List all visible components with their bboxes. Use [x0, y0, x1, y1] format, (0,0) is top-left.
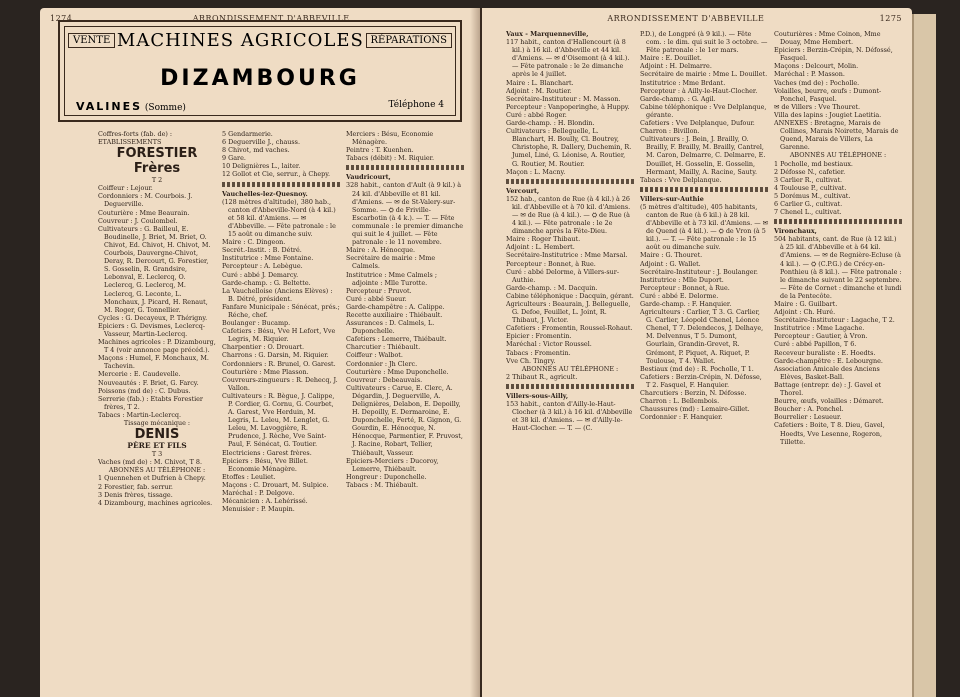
entry-line: Curé : abbé Sueur. [346, 294, 407, 303]
entry-line: Couturière : Mme Beaurain. [98, 208, 190, 217]
entry-line: Garde-champ. : M. Dacquin. [506, 283, 598, 292]
left-column-3 [346, 130, 464, 690]
entry-line: 328 habit., canton d'Ault (à 9 kil.) à 24 kil. d'Abbeville et 81 kil. d'Amiens. — ✉ de St-Valery-sur-Somme. — ⛭ de Friville-Escarbotin (à 4 k.). — T. — Fête communale : le premier dimanche qui suit le 4 juillet. — Fête patronale : le 11 novembre. [346, 181, 463, 247]
right-column-3 [774, 30, 902, 690]
entry-line: Tabacs : Vve Delplanque. [640, 175, 722, 184]
entry-line: 8 Chivot, md vaches. [222, 146, 290, 155]
town-title: Vironchaux, [774, 227, 817, 236]
entry-line: Adjoint : Ch. Huré. [774, 308, 836, 317]
entry-line: Percepteur : Vanpoperinghe, à Huppy. [506, 102, 630, 111]
entry-line: Cafetiers : Bésu, Vve H Lefort, Vve Legris, M. Riquier. [222, 327, 336, 344]
entry-line: Cordonnier : F. Hanquier. [640, 413, 723, 422]
entry-line: 1 Pocholle, md bestiaux. [774, 159, 853, 168]
left-column-1 [98, 130, 216, 690]
entry-line: 2 Forestier, fab. serrur. [98, 482, 173, 491]
entry-line: Mécanicien : A. Lehérissé. [222, 497, 308, 506]
entry-line: Agriculteurs : Beaurain, J. Belleguelle, G. Defoe, Feuillet, L. Joint, R. Thibaut, J. Victor. [506, 300, 631, 325]
denis-name: DENIS [134, 427, 180, 443]
entry-line: Charpentier : O. Drouart. [222, 343, 305, 352]
entry-line: Volailles, beurre, œufs : Dumont-Ponchel, Fasquel. [774, 86, 882, 103]
town-title: Villers-sur-Authie [640, 194, 704, 203]
entry-line: Couturières : Mme Coinon, Mme Douay, Mme Hembert. [774, 30, 881, 47]
entry-line: Couvreurs-zingueurs : R. Dehecq, J. Vallon. [222, 375, 338, 392]
entry-line: Curé : abbé J. Demarcy. [222, 270, 299, 279]
entry-line: Coiffeur : Walbot. [346, 351, 403, 360]
town-title: Vaudricourt, [346, 173, 391, 182]
entry-line: Vaches (md de) : M. Chivot, T 8. [98, 458, 203, 467]
entry-line: 5 Gendarmerie. [222, 130, 273, 138]
entry-line: Nouveautés : F. Briet, G. Farcy. [98, 378, 199, 387]
entry-line: Percepteur : Pruvot. [346, 286, 412, 295]
entry-line: Garde-champêtre : E. Lebourgne. [774, 356, 883, 365]
entry-line: Maréchal : P. Delgove. [222, 489, 295, 498]
entry-line: Cafetiers : Vve Delplanque, Dufour. [640, 119, 755, 128]
entry-line: Boulanger : Bucamp. [222, 319, 291, 328]
entry-line: Cabine téléphonique : Vve Delplanque, gérante. [640, 102, 767, 119]
ad-headline: MACHINES AGRICOLES [116, 30, 364, 51]
entry-line: La Vauchelloise (Anciens Elèves) : B. Détré, président. [222, 286, 333, 303]
entry-line: Poissons (md de) : C. Dubus. [98, 386, 191, 395]
subscribers-title: ABONNÉS AU TÉLÉPHONE : [789, 151, 887, 160]
entry-line: Maire : A. Hénocque. [346, 246, 416, 255]
entry-line: Institutrice : Mme Brdant. [640, 78, 726, 87]
entry-line: Cultivateurs : G. Bailleul, E. Boudinelle, J. Briet, M. Briet, O. Chivot, Ed. Chivot, H. Chivot, M. Courbois, Dauvergne-Chivot, Deray, R. Dercourt, G. Forestier, S. Gosselin, R. Grandsire, Lebonval, E. Leclercq, O. Leclercq, G. Leclercq, M. Leclercq, G. Leconte, L. Monchaux, J. Picard, H. Renaut, M. Roger, G. Tonnellier. [98, 224, 211, 314]
entry-line: Cultivateurs : Belleguelle, L. Blanchart, H. Boully, Cl. Boutrey, Christophe, R. Dallery, Duchemin, R. Jumel, Liné, G. Léonise, A. Routier, G. Routier, M. Routier. [506, 127, 632, 168]
entry-line: 2 Défosse N., cafetier. [774, 167, 846, 176]
entry-line: 6 Carlier G., cultivat. [774, 199, 843, 208]
entry-line: Serrerie (fab.) : Etabts Forestier frères, T 2. [98, 394, 203, 411]
entry-line: Epicier : Fromentin. [506, 332, 572, 341]
entry-line: Hongreur : Duponchelle. [346, 472, 427, 481]
forestier-name: FORESTIER Frères [116, 146, 198, 177]
entry-line: 117 habit., canton d'Hallencourt (à 8 kil.) à 16 kil. d'Abbeville et 44 kil. d'Amiens. — ✉ d'Oisemont (à 4 kil.). — Fête patronale : le 2e dimanche après le 4 juillet. [506, 38, 630, 79]
entry-line: Charcutiers : Berzin, N. Défosse. [640, 389, 747, 398]
subscribers-title: ABONNÉS AU TÉLÉPHONE : [521, 364, 619, 373]
entry-line: Percepteur : Bonnet, à Rue. [640, 283, 730, 292]
entry-line: Cultivateurs : Carue, E. Clerc, A. Dégardin, J. Deguerville, A. Delignières, Delabon, E. Depoilly, H. Depoilly, E. Dermaroine, E. Duponchelle, Ferté, R. Gignon, G. Gourdin, E. Hénocque, N. Hénocque, Parmentier, F. Pruvost, J. Racine, Robart, Tellier, Thiébault, Vasseur. [346, 383, 463, 457]
entry-line: Maire : Roger Thibaut. [506, 235, 581, 244]
entry-line: Fanfare Municipale : Sénécat, prés.; Réche, chef. [222, 302, 340, 319]
entry-line: Charrons : G. Darsin, M. Riquier. [222, 351, 329, 360]
entry-line: Percepteur : à Ailly-le-Haut-Clocher. [640, 86, 758, 95]
entry-line: Couturière : Mme Duponchelle. [346, 367, 449, 376]
ad-town: VALINES [76, 100, 143, 113]
entry-line: Epiciers-Merciers : Ducoroy, Lemerre, Thiébault. [346, 456, 439, 473]
entry-line: Bourrelier : Lesueur. [774, 413, 842, 422]
entry-line: Maréchal : P. Masson. [774, 70, 845, 79]
entry-line: P.D.), de Longpré (à 9 kil.). — Fête com. : le dim. qui suit le 3 octobre. — Fête patronale : le 1er mars. [640, 30, 768, 55]
entry-line: Cordonniers : M. Courbois. J. Deguerville. [98, 192, 193, 209]
entry-line: Cordonnier : Jh Clerc. [346, 359, 418, 368]
entry-line: Assurances : D. Calmels, L. Duponchelle. [346, 319, 435, 336]
entry-line: Epiciers : Berzin-Crépin, N. Défossé, Fasquel. [774, 46, 893, 63]
entry-line: Tabacs : M. Thiébault. [346, 480, 419, 489]
entry-line: Couvreur : Debeauvais. [346, 375, 423, 384]
entry-line: Institutrice : Mme Calmels ; adjointe : Mlle Turotte. [346, 270, 437, 287]
entry-line: Cultivateurs : J. Bein, J. Brailly, O. Brailly, F. Brailly, M. Brailly, Cantrel, M. Caron, Delmarre, C. Delmarre, E. Douillet, H. Gosselin, E. Gosselin, Hermant, Mailly, A. Racine, Sauty. [640, 135, 766, 176]
entry-line: Curé : abbé Delorme, à Villers-sur-Authie. [506, 267, 619, 284]
entry-line: Epiciers : Bésu, Vve Billet. Economie Ménagère. [222, 456, 308, 473]
subscribers-title: ABONNÉS AU TÉLÉPHONE : [108, 466, 206, 475]
page-number: 1274 [50, 14, 73, 23]
entry-line: Adjoint : M. Routier. [506, 86, 572, 95]
entry-line: 3 Denis frères, tissage. [98, 490, 173, 499]
entry-line: Tabacs : Fromentin. [506, 348, 571, 357]
entry-line: Secrétaire de mairie : Mme L. Douillet. [640, 70, 768, 79]
entry-line: Secrét.-Instit. : B. Détré. [222, 246, 302, 255]
entry-line: Percepteur : A. Lebègue. [222, 262, 303, 271]
entry-line: 10 Delignières L., laiter. [222, 162, 301, 171]
entry-line: Electriciens : Garest frères. [222, 448, 312, 457]
right-column-1 [506, 30, 634, 690]
entry-line: Cafetiers : Lemerre, Thiébault. [346, 335, 447, 344]
left-column-2 [222, 130, 340, 690]
entry-line: Boucher : A. Ponchel. [774, 405, 844, 414]
entry-line: Secrétaire-Instituteur : M. Masson. [506, 94, 621, 103]
entry-line: 152 hab., canton de Rue (à 4 kil.) à 26 kil. d'Abbeville et à 70 kil. d'Amiens. — ✉ de Rue (à 4 kil.). — ⛭ de Rue (à 4 kil.). — Fête patronale : le 2e dimanche après la Fête-Dieu. [506, 194, 631, 236]
entry-line: Charcutier : Thiébault. [346, 343, 421, 352]
entry-line: Percepteur : Gautier, à Vron. [774, 332, 868, 341]
entry-line: Cafetiers : Berzin-Crépin, N. Défosse, T 2. Fasquel, F. Hanquier. [640, 372, 762, 389]
right-page-header [492, 14, 902, 23]
running-head: ARRONDISSEMENT D'ABBEVILLE [192, 14, 350, 23]
entry-line: Maçons : C. Drouart, M. Sulpice. [222, 480, 329, 489]
entry-line: 5 Dorémus M., cultivat. [774, 191, 851, 200]
entry-line: Coiffeur : Lejour. [98, 184, 153, 193]
entry-line: ✉ de Villers : Vve Thouret. [774, 102, 861, 111]
ad-phone: Téléphone 4 [388, 100, 444, 110]
entry-line: Battage (entrepr. de) : J. Gavel et Thorel. [774, 380, 882, 398]
entry-line: Garde-champêtre : A. Calippe. [346, 302, 445, 311]
entry-line: (128 mètres d'altitude), 380 hab., canton d'Abbeville-Nord (à 4 kil.) et 58 kil. d'Amiens. — ✉ d'Abbeville. — Fête patronale : le 15 août ou dimanche suiv. [222, 197, 336, 239]
advertisement-box [58, 20, 462, 122]
entry-line: Epiciers : G. Devismes, Leclercq-Vasseur, Martin-Leclercq. [98, 321, 206, 338]
entry-line: ANNEXES : Bretagne, Marais de Collines, Marais Noirette, Marais de Quend, Marais de Villers, La Garenne. [774, 119, 899, 152]
entry-line: 12 Gollot et Cie, serrur., à Chepy. [222, 170, 331, 179]
entry-line: Curé : abbé Roger. [506, 110, 567, 119]
entry-line: Adjoint : G. Wallet. [640, 259, 701, 268]
entry-line: Adjoint : L. Hembert. [506, 243, 575, 252]
ad-tag-sale: VENTE [68, 33, 115, 48]
entry-line: Cabine téléphonique : Dacquin, gérant. [506, 291, 634, 300]
entry-line: 9 Gare. [222, 154, 246, 163]
entry-line: 153 habit., canton d'Ailly-le-Haut-Clocher (à 3 kil.) à 16 kil. d'Abbeville et 38 kil. d'Amiens. — ✉ d'Ailly-le-Haut-Clocher. — T. — (C. [506, 400, 633, 433]
tissage-label: Tissage mécanique : [123, 419, 191, 427]
ad-company: DIZAMBOURG [160, 66, 360, 91]
entry-line: Agriculteurs : Carlier, T 3. G. Carlier, G. Carlier, Léopold Chenel, Léonce Chenel, T 7. Delendecos, J. Delhaye, M. Delvennus, T 5. Dumont, Gourlain, Grandin-Grevet, R. Grémont, P. Piquet, A. Riquet, P. Toulouse, T 4. Wallet. [640, 308, 764, 365]
running-head: ARRONDISSEMENT D'ABBEVILLE [607, 14, 765, 23]
entry-line: Maçons : Humel, F. Monchaux, M. Tachevin. [98, 354, 209, 371]
entry-line: Secrétaire de mairie : Mme Calmels. [346, 254, 436, 271]
ad-tag-repairs: RÉPARATIONS [366, 33, 452, 48]
entry-line: Cultivateurs : R. Bègue, J. Calippe, P. Cordier, G. Cornu, G. Courbet, A. Garest, Vve Herduin, M. Legris, L. Leleu, M. Lenglet, G. Leleu, M. Lavoggière, R. Prudence, J. Rèche, Vve Saint-Paul, F. Sénécat, G. Toutier. [222, 391, 335, 449]
entry-line: Vve Ch. Tingry. [506, 356, 556, 365]
denis-phone: T 3 [151, 450, 163, 459]
entry-line: Maréchal : Victor Roussel. [506, 340, 592, 349]
entry-line: Maire : L. Blanchart. [506, 78, 574, 87]
entry-line: Beurre, œufs, volailles : Démaret. [774, 397, 884, 406]
entry-line: Charron : Bivillon. [640, 127, 700, 136]
entry-line: 7 Chenel L., cultivat. [774, 208, 842, 217]
entry-line: ETABLISSEMENTS [98, 138, 162, 147]
entry-line: Couvreur : J. Coulombel. [98, 216, 178, 225]
entry-line: 3 Carlier R., cultivat. [774, 175, 843, 184]
entry-line: Percepteur : Bonnet, à Rue. [506, 259, 596, 268]
entry-line: Institutrice : Mlle Duport. [640, 275, 724, 284]
entry-line: Maçons : Delcourt, Molin. [774, 62, 859, 71]
town-title: Vercourt, [506, 186, 540, 195]
entry-line: Maçon : L. Macny. [506, 167, 566, 176]
entry-line: Tabacs (débit) : M. Riquier. [346, 154, 435, 163]
town-title: Vauchelles-lez-Quesnoy. [222, 189, 308, 198]
entry-line: Coffres-forts (fab. de) : [98, 130, 173, 138]
entry-line: Etoffes : Leuliet. [222, 472, 276, 481]
entry-line: Menuisier : P. Maupin. [222, 505, 295, 514]
entry-line: Adjoint : H. Delmarre. [640, 62, 712, 71]
entry-line: Secrétaire-Institutrice : Mme Marsal. [506, 251, 628, 260]
entry-line: Maire : C. Dingeon. [222, 238, 286, 247]
entry-line: Chaussures (md) : Lemaire-Gillet. [640, 405, 750, 414]
entry-line: Vaches (md de) : Pocholle. [774, 78, 860, 87]
entry-line: Cordonniers : R. Brunel, O. Garest. [222, 359, 336, 368]
entry-line: Couturière : Mme Plasson. [222, 367, 309, 376]
entry-line: Cafetiers : Fromentin, Roussel-Rohaut. [506, 324, 633, 333]
entry-line: Mercerie : E. Caudevelle. [98, 370, 181, 379]
entry-line: Peintre : T. Kuenhen. [346, 146, 414, 155]
entry-line: Garde-champ. : G. Agil. [640, 94, 716, 103]
town-title: Villers-sous-Ailly, [506, 391, 569, 400]
entry-line: Maire : G. Guilbart. [774, 300, 838, 308]
entry-line: Curé : abbé Papillon, T 6. [774, 340, 857, 349]
entry-line: Institutrice : Mme Lagache. [774, 324, 865, 333]
entry-line: 1 Quennehen et Dufrien à Chepy. [98, 474, 206, 483]
entry-line: Maire : E. Douillet. [640, 54, 702, 63]
entry-line: Maire : G. Thouret. [640, 251, 703, 260]
entry-line: Cafetiers : Boite, T 8. Dieu, Gavel, Hoedts, Vve Lesenne, Rogeron, Tillette. [774, 421, 885, 446]
entry-line: Merciers : Bésu, Economie Ménagère. [346, 130, 434, 147]
right-column-2 [640, 30, 768, 690]
forestier-phone: T 2 [151, 176, 163, 185]
entry-line: 6 Deguerville J., chauss. [222, 138, 300, 147]
entry-line: Curé : abbé E. Delorme. [640, 291, 719, 300]
entry-line: Institutrice : Mme Fontaine. [222, 254, 314, 263]
page-edges [912, 14, 936, 697]
entry-line: Recette auxiliaire : Thiébault. [346, 310, 443, 319]
entry-line: Tabacs : Martin-Leclercq. [98, 410, 182, 419]
entry-line: 504 habitants, cant. de Rue (à 12 kil.) à 25 kil. d'Abbeville et à 64 kil. d'Amiens. — ✉ de Regnière-Ecluse (à 4 kil.). — ⛭ (C.P.G.) de Crécy-en-Ponthieu (à 8 kil.). — Fête patronale : le dimanche suivant le 22 septembre. — Fête de Cornet : dimanche et lundi de la Pentecôte. [774, 235, 902, 300]
entry-line: Bestiaux (md de) : R. Pocholle, T 1. [640, 364, 754, 373]
entry-line: Cycles : G. Decayeux, P. Thérigny. [98, 313, 208, 322]
entry-line: Secrétaire-Instituteur : J. Boulanger. [640, 267, 758, 276]
town-title: Vaux - Marquenneville, [506, 30, 589, 38]
entry-line: Garde-champ. : G. Beltette. [222, 278, 311, 287]
entry-line: (5 mètres d'altitude), 405 habitants, canton de Rue (à 6 kil.) à 28 kil. d'Abbeville et à 73 kil. d'Amiens. — ✉ de Quend (à 4 kil.). — ⛭ de Vron (à 5 kil.). — T. — Fête patronale : le 15 août ou dimanche suiv. [640, 202, 768, 252]
entry-line: Charron : L. Bellembois. [640, 397, 720, 406]
entry-line: Association Amicale des Anciens Elèves, Basket-Ball. [774, 364, 880, 381]
page-number: 1275 [879, 14, 902, 23]
entry-line: 4 Toulouse P., cultivat. [774, 183, 847, 192]
entry-line: Garde-champ. : H. Blondin. [506, 119, 595, 128]
entry-line: Garde-champ. : F. Hanquier. [640, 300, 732, 308]
denis-sub: PÈRE ET FILS [127, 441, 187, 451]
entry-line: 2 Thibaut R., agricult. [506, 372, 578, 381]
entry-line: Machines agricoles : P. Dizambourg, T 4 (voir annonce page précéd.). [98, 338, 216, 355]
entry-line: Villa des lapins : Jougiet Laetitia. [774, 110, 882, 119]
entry-line: Secrétaire-Instituteur : Lagache, T 2. [774, 316, 895, 325]
ad-region: (Somme) [144, 103, 186, 113]
entry-line: Receveur buraliste : E. Hoedts. [774, 348, 876, 357]
entry-line: 4 Dizambourg, machines agricoles. [98, 498, 213, 507]
